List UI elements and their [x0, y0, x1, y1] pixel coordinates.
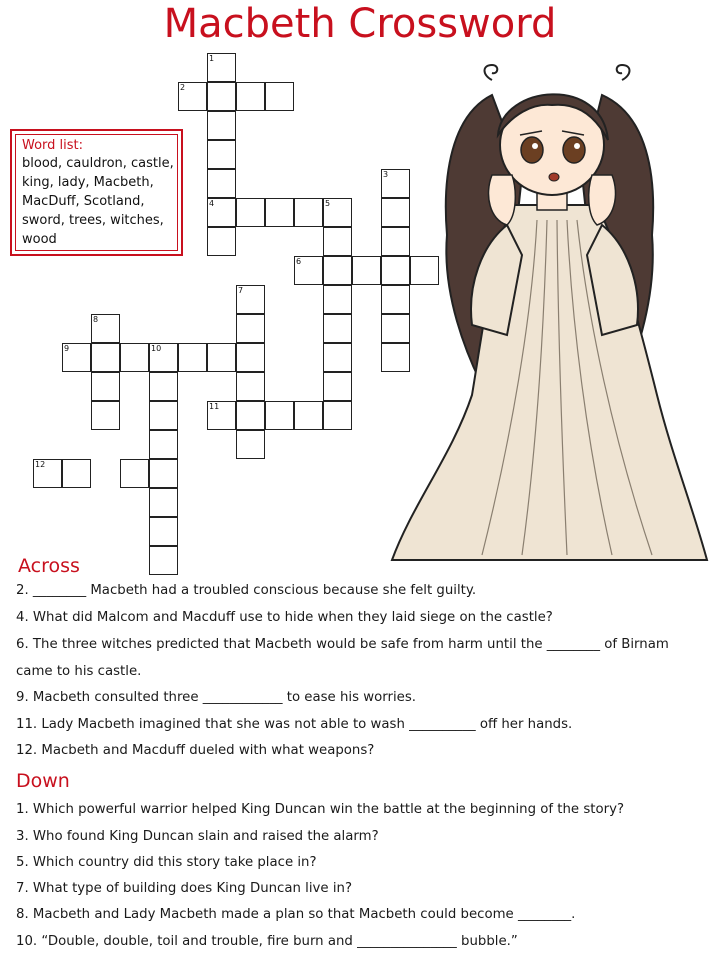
clue-number: 9 — [64, 344, 70, 353]
across-clue: 12. Macbeth and Macduff dueled with what weapons? — [16, 743, 375, 758]
clue-number: 1 — [209, 54, 215, 63]
grid-cell[interactable] — [207, 82, 236, 111]
grid-cell[interactable] — [207, 227, 236, 256]
clue-number: 4 — [209, 199, 215, 208]
clue-number: 11 — [209, 402, 220, 411]
clue-number: 6 — [296, 257, 302, 266]
grid-cell[interactable] — [236, 82, 265, 111]
down-clue: 5. Which country did this story take place in? — [16, 855, 317, 870]
across-clue: 11. Lady Macbeth imagined that she was not able to wash __________ off her hands. — [16, 717, 573, 732]
across-clue: 2. ________ Macbeth had a troubled conscious because she felt guilty. — [16, 583, 477, 598]
down-heading: Down — [16, 770, 70, 792]
grid-cell[interactable] — [236, 314, 265, 343]
grid-cell[interactable] — [236, 372, 265, 401]
grid-cell[interactable] — [207, 140, 236, 169]
down-clue: 10. “Double, double, toil and trouble, fire burn and _______________ bubble.” — [16, 934, 518, 949]
grid-cell[interactable] — [323, 285, 352, 314]
across-clue: came to his castle. — [16, 664, 142, 679]
grid-cell[interactable] — [91, 401, 120, 430]
grid-cell[interactable] — [294, 198, 323, 227]
grid-cell[interactable] — [294, 401, 323, 430]
grid-cell[interactable] — [207, 343, 236, 372]
clue-number: 3 — [383, 170, 389, 179]
grid-cell[interactable] — [207, 111, 236, 140]
grid-cell[interactable] — [236, 198, 265, 227]
grid-cell[interactable] — [323, 343, 352, 372]
clue-number: 12 — [35, 460, 46, 469]
page-title: Macbeth Crossword — [163, 1, 557, 47]
grid-cell[interactable] — [149, 459, 178, 488]
word-list-words: blood, cauldron, castle, king, lady, Macbeth, MacDuff, Scotland, sword, trees, witches, wood — [22, 156, 174, 247]
grid-cell[interactable] — [120, 343, 149, 372]
lady-macbeth-illustration — [372, 55, 720, 565]
grid-cell[interactable] — [91, 343, 120, 372]
grid-cell[interactable] — [236, 430, 265, 459]
grid-cell[interactable] — [323, 256, 352, 285]
word-list-label: Word list: — [22, 138, 84, 153]
down-clue: 3. Who found King Duncan slain and raised the alarm? — [16, 829, 379, 844]
grid-cell[interactable] — [323, 401, 352, 430]
grid-cell[interactable] — [62, 459, 91, 488]
grid-cell[interactable] — [149, 430, 178, 459]
across-clue: 6. The three witches predicted that Macbeth would be safe from harm until the ________ of Birnam — [16, 637, 669, 652]
grid-cell[interactable] — [236, 401, 265, 430]
across-heading: Across — [18, 555, 80, 577]
clue-number: 10 — [151, 344, 162, 353]
grid-cell[interactable] — [149, 401, 178, 430]
down-clue: 8. Macbeth and Lady Macbeth made a plan so that Macbeth could become ________. — [16, 907, 576, 922]
grid-cell[interactable] — [265, 401, 294, 430]
across-clue: 4. What did Malcom and Macduff use to hide when they laid siege on the castle? — [16, 610, 553, 625]
down-clue: 7. What type of building does King Duncan live in? — [16, 881, 353, 896]
grid-cell[interactable] — [149, 372, 178, 401]
grid-cell[interactable] — [323, 372, 352, 401]
clue-number: 8 — [93, 315, 99, 324]
grid-cell[interactable] — [236, 343, 265, 372]
clue-number: 2 — [180, 83, 186, 92]
grid-cell[interactable] — [149, 546, 178, 575]
grid-cell[interactable] — [323, 227, 352, 256]
grid-cell[interactable] — [120, 459, 149, 488]
across-clue: 9. Macbeth consulted three ____________ to ease his worries. — [16, 690, 416, 705]
grid-cell[interactable] — [265, 198, 294, 227]
grid-cell[interactable] — [149, 517, 178, 546]
clue-number: 5 — [325, 199, 331, 208]
grid-cell[interactable] — [149, 488, 178, 517]
grid-cell[interactable] — [207, 169, 236, 198]
clue-number: 7 — [238, 286, 244, 295]
grid-cell[interactable] — [323, 314, 352, 343]
down-clue: 1. Which powerful warrior helped King Duncan win the battle at the beginning of the story? — [16, 802, 625, 817]
grid-cell[interactable] — [91, 372, 120, 401]
grid-cell[interactable] — [265, 82, 294, 111]
grid-cell[interactable] — [178, 343, 207, 372]
